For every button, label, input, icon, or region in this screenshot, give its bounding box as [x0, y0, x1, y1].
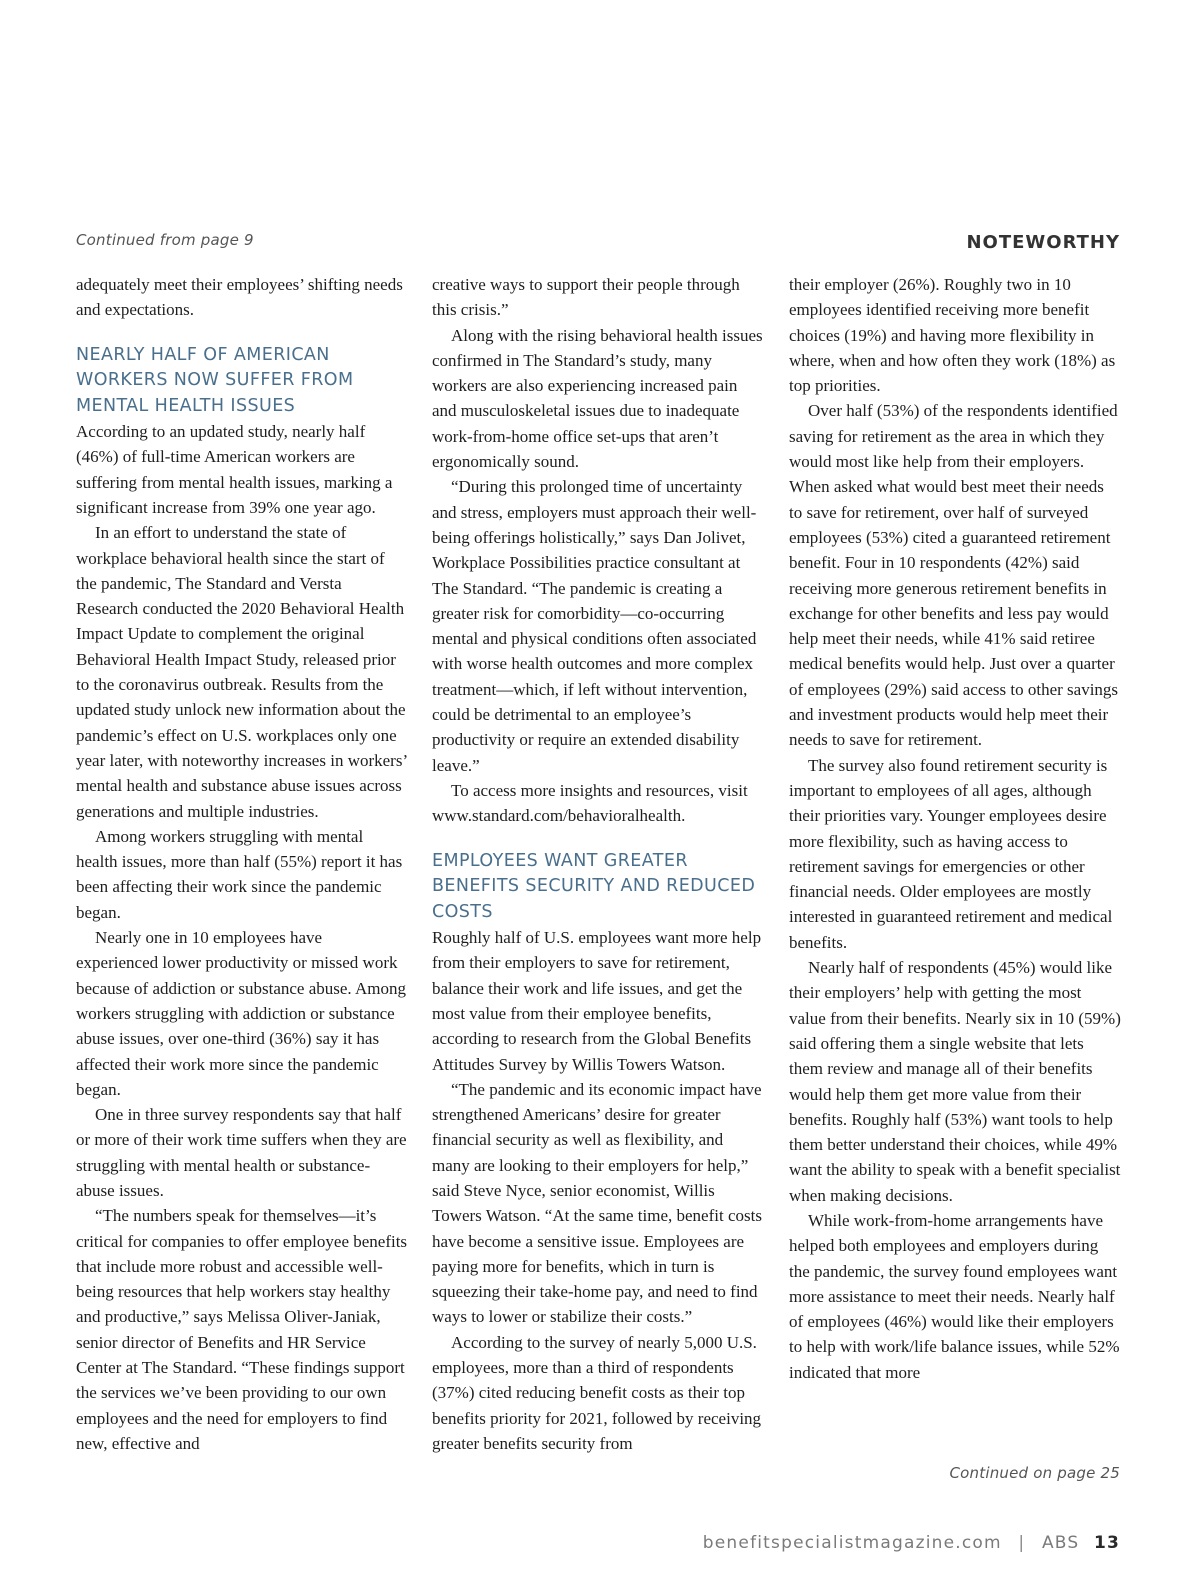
paragraph: adequately meet their employees’ shifting needs and expectations. [76, 275, 403, 320]
paragraph: To access more insights and resources, visit www.standard.com/behavioralhealth. [432, 780, 748, 826]
paragraph: Roughly half of U.S. employees want more help from their employers to save for retirement, balance their work and life issues, and get the most value from their employee benefits, according to research from the Global Benefits Attitudes Survey by Willis Towers Watson. [432, 928, 762, 1074]
page-number: 13 [1093, 1533, 1120, 1553]
paragraph: One in three survey respondents say that half or more of their work time suffers when they are struggling with mental health or substance-abuse issues. [76, 1105, 407, 1200]
continued-on-note: Continued on page 25 [949, 1464, 1120, 1482]
section-heading-benefits-security: EMPLOYEES WANT GREATER BENEFITS SECURITY AND REDUCED COSTS [432, 850, 756, 922]
paragraph: Over half (53%) of the respondents identified saving for retirement as the area in which they would most like help from their employers. When asked what would best meet their needs to save for retirement, over half of surveyed employees (53%) cited a guaranteed retirement benefit. Four in 10 respondents (42%) said receiving more generous retirement benefits in exchange for other benefits and less pay would help meet their needs, while 41% said retiree medical benefits would help. Just over a quarter of employees (29%) said access to other savings and investment products would help meet their needs to save for retirement. [789, 401, 1119, 750]
paragraph: Along with the rising behavioral health issues confirmed in The Standard’s study, many workers are also experiencing increased pain and musculoskeletal issues due to inadequate work-from-home office set-ups that aren’t ergonomically sound. [432, 325, 763, 472]
paragraph: Among workers struggling with mental health issues, more than half (55%) report it has been affecting their work since the pandemic began. [76, 826, 403, 922]
paragraph: According to the survey of nearly 5,000 U.S. employees, more than a third of respondents (37%) cited reducing benefit costs as their top benefits priority for 2021, followed by receiving greater benefits security from [432, 1332, 762, 1453]
article-column-1 [76, 272, 408, 1456]
paragraph: “The numbers speak for themselves—it’s critical for companies to offer employee benefits that include more robust and accessible well-being resources that help workers stay healthy and productive,” says Melissa Oliver-Janiak, senior director of Benefits and HR Service Center at The Standard. “These findings support the services we’ve been providing to our own employees and the need for employers to find new, effective and [76, 1206, 408, 1453]
paragraph: “The pandemic and its economic impact have strengthened Americans’ desire for greater financial security as well as flexibility, and many are looking to their employers for help,” said Steve Nyce, senior economist, Willis Towers Watson. “At the same time, benefit costs have become a sensitive issue. Employees are paying more for benefits, which in turn is squeezing their take-home pay, and need to find ways to lower or stabilize their costs.” [432, 1079, 762, 1327]
article-column-2 [432, 272, 764, 1456]
paragraph: their employer (26%). Roughly two in 10 employees identified receiving more benefit choices (19%) and having more flexibility in where, when and how often they work (18%) as top priorities. [789, 275, 1116, 396]
section-heading-mental-health: NEARLY HALF OF AMERICAN WORKERS NOW SUFFER FROM MENTAL HEALTH ISSUES [76, 344, 354, 416]
section-label: NOTEWORTHY [966, 232, 1120, 253]
paragraph: The survey also found retirement security is important to employees of all ages, although their priorities vary. Younger employees desire more flexibility, such as having access to retirement savings for emergencies or other financial needs. Older employees are mostly interested in guaranteed retirement and medical benefits. [789, 755, 1113, 952]
paragraph: creative ways to support their people through this crisis.” [432, 275, 740, 320]
footer-separator: | [1018, 1533, 1026, 1553]
paragraph: According to an updated study, nearly half (46%) of full-time American workers are suffering from mental health issues, marking a significant increase from 39% one year ago. [76, 422, 393, 517]
paragraph: Nearly half of respondents (45%) would like their employers’ help with getting the most value from their benefits. Nearly six in 10 (59%) said offering them a single website that lets them review and manage all of their benefits would help them get more value from their benefits. Roughly half (53%) want tools to help them better understand their choices, while 49% want the ability to speak with a benefit specialist when making decisions. [789, 958, 1121, 1205]
paragraph: Nearly one in 10 employees have experienced lower productivity or missed work because of addiction or substance abuse. Among workers struggling with addiction or substance abuse issues, over one-third (36%) say it has affected their work more since the pandemic began. [76, 928, 406, 1099]
footer-website: benefitspecialistmagazine.com [702, 1533, 1002, 1553]
article-column-3 [789, 272, 1121, 1385]
footer-publication: ABS [1041, 1533, 1080, 1553]
paragraph: While work-from-home arrangements have helped both employees and employers during the pandemic, the survey found employees want more assistance to meet their needs. Nearly half of employees (46%) would like their employers to help with work/life balance issues, while 52% indicated that more [789, 1210, 1120, 1382]
continued-from-note: Continued from page 9 [76, 231, 254, 249]
page-footer [703, 1533, 1120, 1553]
paragraph: In an effort to understand the state of workplace behavioral health since the start of the pandemic, The Standard and Versta Research conducted the 2020 Behavioral Health Impact Update to complement the original Behavioral Health Impact Study, released prior to the coronavirus outbreak. Results from the updated study unlock new information about the pandemic’s effect on U.S. workplaces only one year later, with noteworthy increases in workers’ mental health and substance abuse issues across generations and multiple industries. [76, 523, 407, 821]
paragraph: “During this prolonged time of uncertainty and stress, employers must approach their well-being offerings holistically,” says Dan Jolivet, Workplace Possibilities practice consultant at The Standard. “The pandemic is creating a greater risk for comorbidity—co-occurring mental and physical conditions often associated with worse health outcomes and more complex treatment—which, if left without intervention, could be detrimental to an employee’s productivity or require an extended disability leave.” [432, 477, 757, 775]
